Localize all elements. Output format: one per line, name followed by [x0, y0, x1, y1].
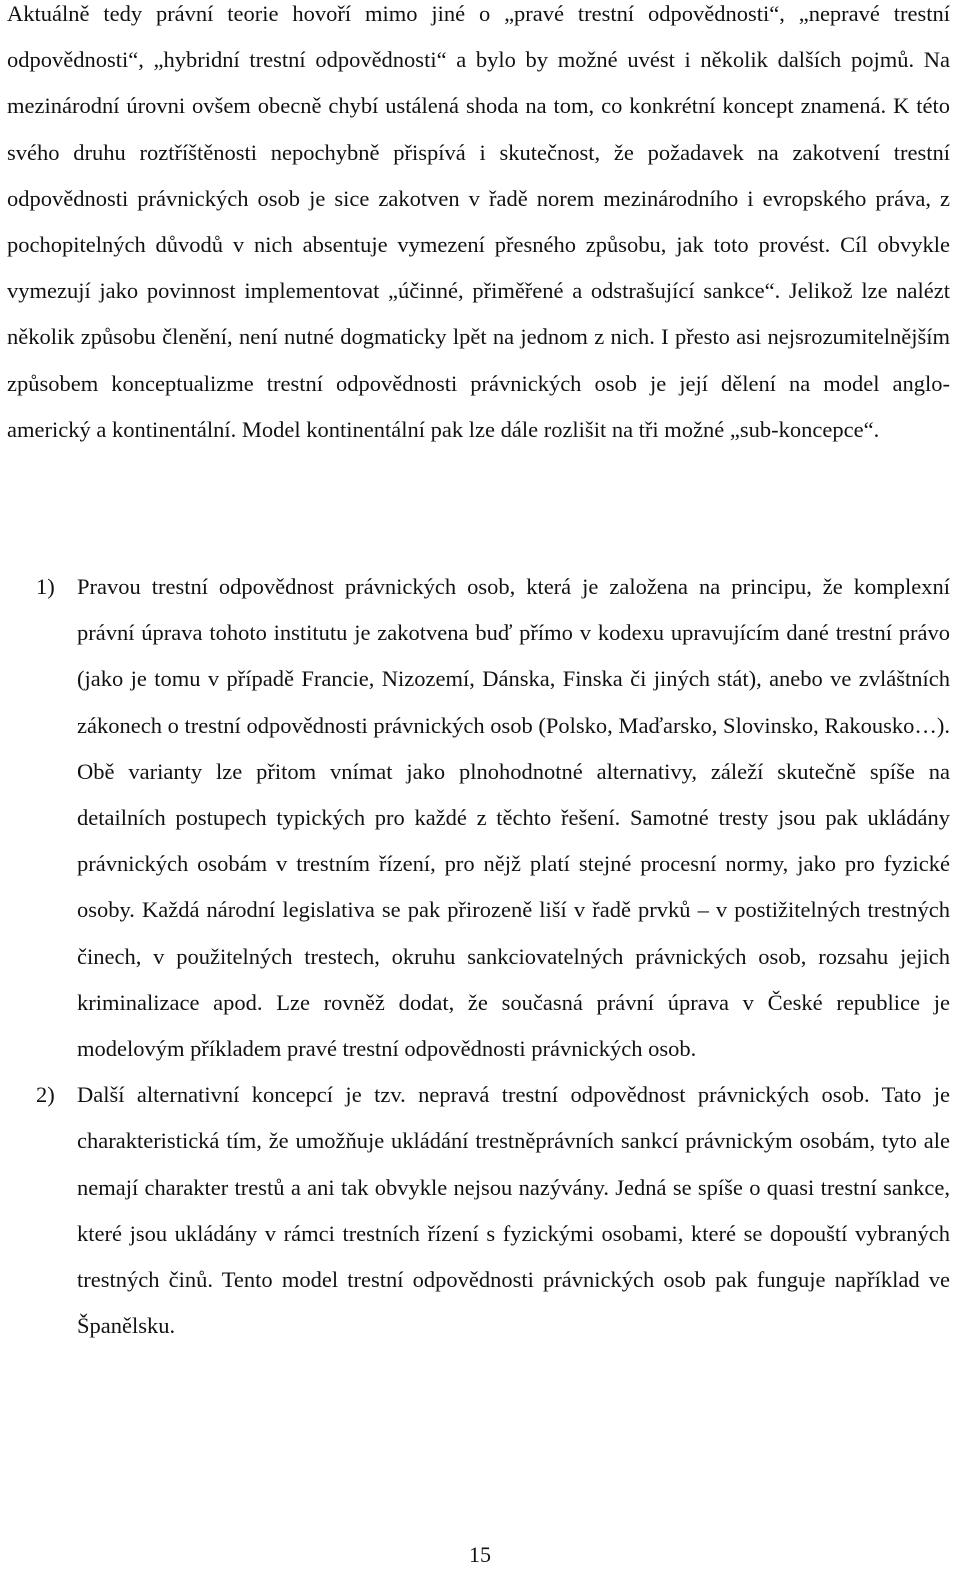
list-item-number: 2): [36, 1082, 55, 1108]
page-number: 15: [469, 1542, 491, 1567]
intro-paragraph: Aktuálně tedy právní teorie hovoří mimo jiné o „pravé trestní odpovědnosti“, „nepravé trestní odpovědnosti“, „hybridní trestní odpovědnosti“ a bylo by možné uvést i několik dalších pojmů. Na mezinárodní úrovni ovšem obecně chybí ustálená shoda na tom, co konkrétní koncept znamená. K této svého druhu roztříštěnosti nepochybně přispívá i skutečnost, že požadavek na zakotvení trestní odpovědnosti právnických osob je sice zakotven v řadě norem mezinárodního i evropského práva, z pochopitelných důvodů v nich absentuje vymezení přesného způsobu, jak toto provést. Cíl obvykle vymezují jako povinnost implementovat „účinné, přiměřené a odstrašující sankce“. Jelikož lze nalézt několik způsobu členění, není nutné dogmaticky lpět na jednom z nich. I přesto asi nejsrozumitelnějším způsobem konceptualizme trestní odpovědnosti právnických osob je její dělení na model anglo-americký a kontinentální. Model kontinentální pak lze dále rozlišit na tři možné „sub-koncepce“.: [7, 1, 950, 442]
list-item-2: [7, 1072, 950, 1349]
numbered-list: [7, 564, 950, 1349]
list-item-1: [7, 564, 950, 1072]
list-item-number: 1): [36, 574, 55, 599]
list-item-text: Další alternativní koncepcí je tzv. nepravá trestní odpovědnost právnických osob. Tato je charakteristická tím, že umožňuje ukládání trestněprávních sankcí právnickým osobám, tyto ale nemají charakter trestů a ani tak obvykle nejsou nazývány. Jedná se spíše o quasi trestní sankce, které jsou ukládány v rámci trestních řízení s fyzickými osobami, které se dopouští vybraných trestných činů. Tento model trestní odpovědnosti právnických osob pak funguje například ve Španělsku.: [77, 1082, 950, 1339]
list-item-text: Pravou trestní odpovědnost právnických osob, která je založena na principu, že komplexní právní úprava tohoto institutu je zakotvena buď přímo v kodexu upravujícím dané trestní právo (jako je tomu v případě Francie, Nizozemí, Dánska, Finska či jiných stát), anebo ve zvláštních zákonech o trestní odpovědnosti právnických osob (Polsko, Maďarsko, Slovinsko, Rakousko…). Obě varianty lze přitom vnímat jako plnohodnotné alternativy, záleží skutečně spíše na detailních postupech typických pro každé z těchto řešení. Samotné tresty jsou pak ukládány právnických osobám v trestním řízení, pro nějž platí stejné procesní normy, jako pro fyzické osoby. Každá národní legislativa se pak přirozeně liší v řadě prvků – v postižitelných trestných činech, v použitelných trestech, okruhu sankciovatelných právnických osob, rozsahu jejich kriminalizace apod. Lze rovněž dodat, že současná právní úprava v České republice je modelovým příkladem pravé trestní odpovědnosti právnických osob.: [77, 574, 950, 1062]
